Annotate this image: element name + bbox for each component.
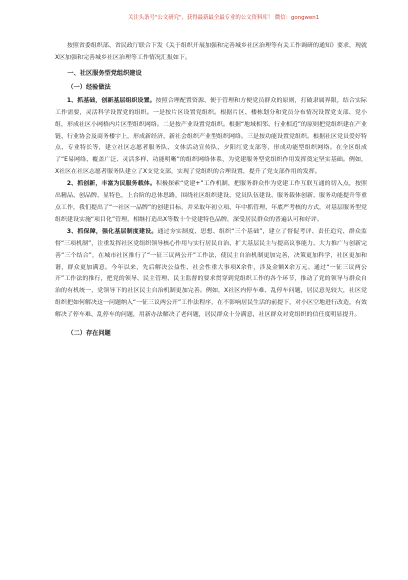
paragraph-3 bbox=[55, 226, 367, 321]
subsection-heading: （一）经验做法 bbox=[67, 83, 111, 91]
section-heading: 一、社区服务型党组织建设 bbox=[67, 69, 142, 77]
paragraph-3-lead: 3、抓保障，强化基层制度建设。 bbox=[66, 227, 158, 235]
paragraph-3-body: 通过夯实制度、思想、组织“三个基础”，建立了督促考评、责任追究、群众监督“三项机制”，注重发挥社区党组织领导核心作用与实行居民自治、扩大基层民主与提高议事能力、大力推广与创新完善“三个结合”，在城市社区推行了“一征三议两公开”工作法，使民主自治机制更加完善，决策更加科学，社区更加和谐，群众更加满意。今年以来，先后解决公益性、社会性重大事项X余件，涉及金额X余万元。通过“一征三议两公开”工作法的推行，把党的领导、民主管理、民主监督的要求贯穿到党组织工作的各个环节，推动了党的领导与群众自治的有机统一，党领导下的社区民主自治机制更加完善。例如，X社区内停车难、乱停车问题，居民意见较大，社区党组织把如何解决这一问题纳入“一征三议两公开”工作法程序，在不影响居民生活的前提下，对小区空地进行改造，有效解决了停车难、乱停车的问题，用新办法解决了老问题，居民群众十分满意，社区群众对党组织的信任度明显提升。 bbox=[55, 227, 368, 319]
paragraph-1 bbox=[55, 95, 367, 178]
paragraph-2-lead: 2、抓创新，丰富为民服务载体。 bbox=[66, 180, 156, 188]
paragraph-2 bbox=[55, 178, 367, 226]
promo-banner: 关注头条号"公文研究"，获得最新最全最专业的公文资料库！ 微信：gongwen1 bbox=[128, 15, 320, 21]
subsection-heading-2: （二）存在问题 bbox=[67, 330, 111, 338]
intro-paragraph: 按照省委组织部、省民政厅联合下发《关于组织开展加强和完善城乡社区治理等有关工作调研的通知》要求，现就X区加强和完善城乡社区治理等工作情况汇报如下。 bbox=[55, 42, 367, 61]
document-body bbox=[55, 40, 367, 341]
paragraph-1-lead: 1、抓基础，创新基层组织设置。 bbox=[66, 96, 156, 104]
paragraph-2-body: 积极探索“党建+”工作机制，把服务群众作为党建工作互联互通的切入点，按照出精品、创品牌、显特色，上台阶的总体思路，围绕社区组织建设、党员队伍建设、服务载体创新、服务功能提升等重点工作，我们提出了“一社区一品牌”的创建目标，并采取年初立项、年中抓管理、年底严考核的方式，对基层服务型党组织建设实施“项目化”管理，相继打造出X等数十个党建特色品牌，深受居民群众的普遍认可和好评。 bbox=[55, 180, 367, 223]
paragraph-1-body: 按照合理配置资源、便于管理和方便党员群众的原则，打破隶属界限，结合实际工作需要，灵活科学设置党的组织。一是按片区设置党组织。根据片区、楼栋划分和党员分布情况设置党支部、党小组，形成社区小网格内片区型组织网络。二是按产业设置党组织。根据“地域相邻、行业相近”的原则把党组织建在产业链、行业协会及商务楼宇上，形成新经济、新社会组织产业型组织网络。三是按功能设置党组织。根据社区党员爱好特点、专业特长等，建立社区志愿者服务队、文体活动宣传队、夕阳红党支部等，形成功能型组织网络。在全区组成了“E易网络、覆盖广泛、灵活多样、功能明晰”的组织网络体系，为党建服务型党组织作用发挥奠定坚实基础。例如，X社区在社区志愿者服务队建立了X支党支部，实现了党组织的合理设置，提升了党支部作用的发挥。 bbox=[55, 96, 367, 176]
